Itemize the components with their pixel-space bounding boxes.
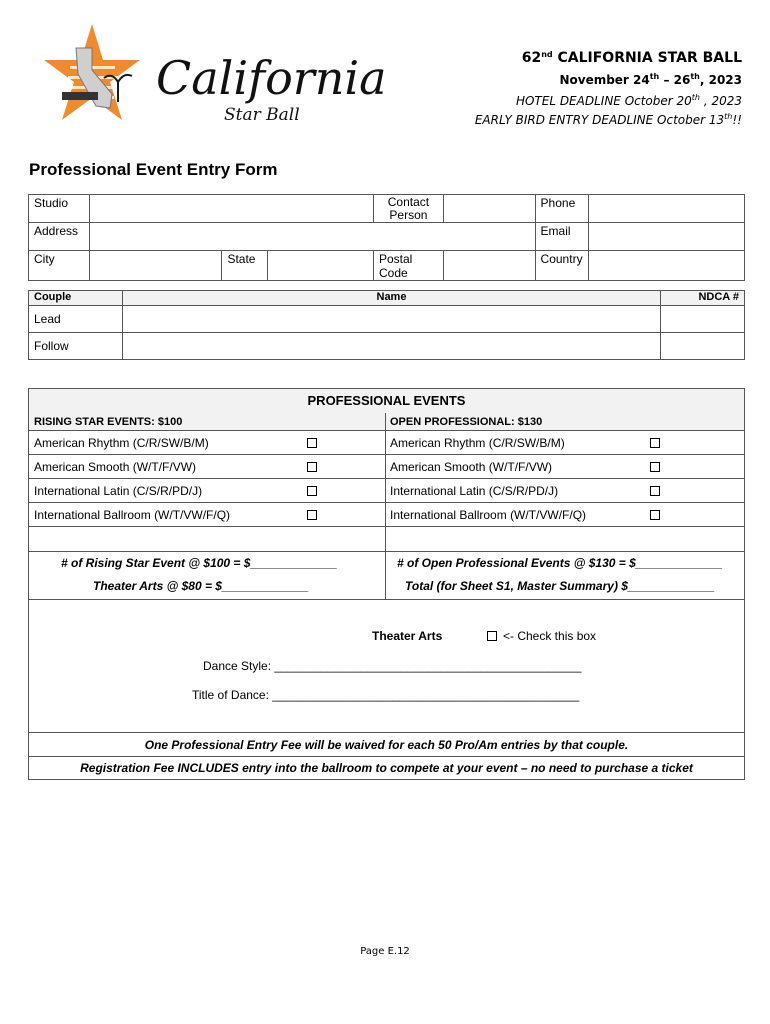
city-field[interactable]	[89, 251, 221, 281]
follow-name-field[interactable]	[122, 333, 660, 360]
logo-sub-text: Star Ball	[224, 105, 300, 125]
divider	[29, 732, 744, 733]
rising-star-count-line: # of Rising Star Event @ $100 = $_____________	[61, 556, 338, 570]
hotel-deadline: HOTEL DEADLINE October 20th , 2023	[515, 93, 742, 108]
contact-table	[28, 194, 745, 281]
rising-international-ballroom-checkbox[interactable]	[307, 510, 317, 520]
phone-label: Phone	[535, 195, 588, 223]
couple-table	[28, 290, 745, 360]
email-field[interactable]	[588, 223, 744, 251]
studio-label: Studio	[29, 195, 90, 223]
rising-event-row: American Rhythm (C/R/SW/B/M)	[29, 431, 385, 455]
rising-star-header: RISING STAR EVENTS: $100	[29, 413, 385, 431]
couple-header: Couple	[29, 291, 123, 306]
phone-field[interactable]	[588, 195, 744, 223]
follow-label: Follow	[29, 333, 123, 360]
studio-field[interactable]	[89, 195, 373, 223]
open-american-rhythm-checkbox[interactable]	[650, 438, 660, 448]
registration-fee-note: Registration Fee INCLUDES entry into the ballroom to compete at your event – no need to purchase a ticket	[80, 761, 693, 775]
rising-american-smooth-checkbox[interactable]	[307, 462, 317, 472]
open-american-smooth-checkbox[interactable]	[650, 462, 660, 472]
theater-arts-calc-line: Theater Arts @ $80 = $_____________	[93, 579, 309, 593]
lead-name-field[interactable]	[122, 306, 660, 333]
total-line: Total (for Sheet S1, Master Summary) $_____________	[405, 579, 715, 593]
open-event-row: American Rhythm (C/R/SW/B/M)	[385, 431, 744, 455]
open-professional-header: OPEN PROFESSIONAL: $130	[385, 413, 744, 431]
title-of-dance-field[interactable]: Title of Dance: ______________________________________________	[192, 688, 580, 702]
country-label: Country	[535, 251, 588, 281]
follow-ndca-field[interactable]	[661, 333, 745, 360]
postal-code-label: Postal Code	[373, 251, 443, 281]
lead-ndca-field[interactable]	[661, 306, 745, 333]
postal-code-field[interactable]	[443, 251, 535, 281]
contact-person-label: Contact Person	[373, 195, 443, 223]
professional-events-section	[28, 388, 745, 780]
open-pro-count-line: # of Open Professional Events @ $130 = $_____________	[397, 556, 723, 570]
rising-international-latin-checkbox[interactable]	[307, 486, 317, 496]
divider	[29, 756, 744, 757]
address-label: Address	[29, 223, 90, 251]
rising-american-rhythm-checkbox[interactable]	[307, 438, 317, 448]
address-field[interactable]	[89, 223, 535, 251]
open-event-row: International Latin (C/S/R/PD/J)	[385, 479, 744, 503]
rising-event-row: American Smooth (W/T/F/VW)	[29, 455, 385, 479]
divider	[29, 551, 744, 552]
waived-fee-note: One Professional Entry Fee will be waived for each 50 Pro/Am entries by that couple.	[144, 738, 629, 752]
open-international-latin-checkbox[interactable]	[650, 486, 660, 496]
state-label: State	[222, 251, 268, 281]
email-label: Email	[535, 223, 588, 251]
rising-event-row: International Latin (C/S/R/PD/J)	[29, 479, 385, 503]
city-label: City	[29, 251, 90, 281]
event-dates: November 24th – 26th, 2023	[559, 72, 742, 87]
theater-arts-checkbox[interactable]	[487, 631, 497, 641]
divider	[29, 599, 744, 600]
early-bird-deadline: EARLY BIRD ENTRY DEADLINE October 13th!!	[474, 112, 742, 127]
form-title: Professional Event Entry Form	[29, 160, 278, 179]
california-star-ball-logo	[40, 22, 387, 134]
name-header: Name	[122, 291, 660, 306]
page-number: Page E.12	[360, 946, 410, 957]
country-field[interactable]	[588, 251, 744, 281]
ndca-header: NDCA #	[661, 291, 745, 306]
state-field[interactable]	[268, 251, 374, 281]
logo-script-text: California	[156, 51, 387, 105]
event-title: 62nd CALIFORNIA STAR BALL	[521, 50, 742, 66]
open-international-ballroom-checkbox[interactable]	[650, 510, 660, 520]
theater-arts-label: Theater Arts	[372, 629, 443, 643]
professional-events-title: PROFESSIONAL EVENTS	[29, 389, 744, 414]
rising-event-row: International Ballroom (W/T/VW/F/Q)	[29, 503, 385, 527]
dance-style-field[interactable]: Dance Style: ______________________________________________	[203, 659, 582, 673]
theater-arts-check-hint: <- Check this box	[503, 629, 597, 643]
open-event-row: American Smooth (W/T/F/VW)	[385, 455, 744, 479]
open-event-row: International Ballroom (W/T/VW/F/Q)	[385, 503, 744, 527]
contact-person-field[interactable]	[443, 195, 535, 223]
lead-label: Lead	[29, 306, 123, 333]
column-divider	[385, 413, 386, 599]
